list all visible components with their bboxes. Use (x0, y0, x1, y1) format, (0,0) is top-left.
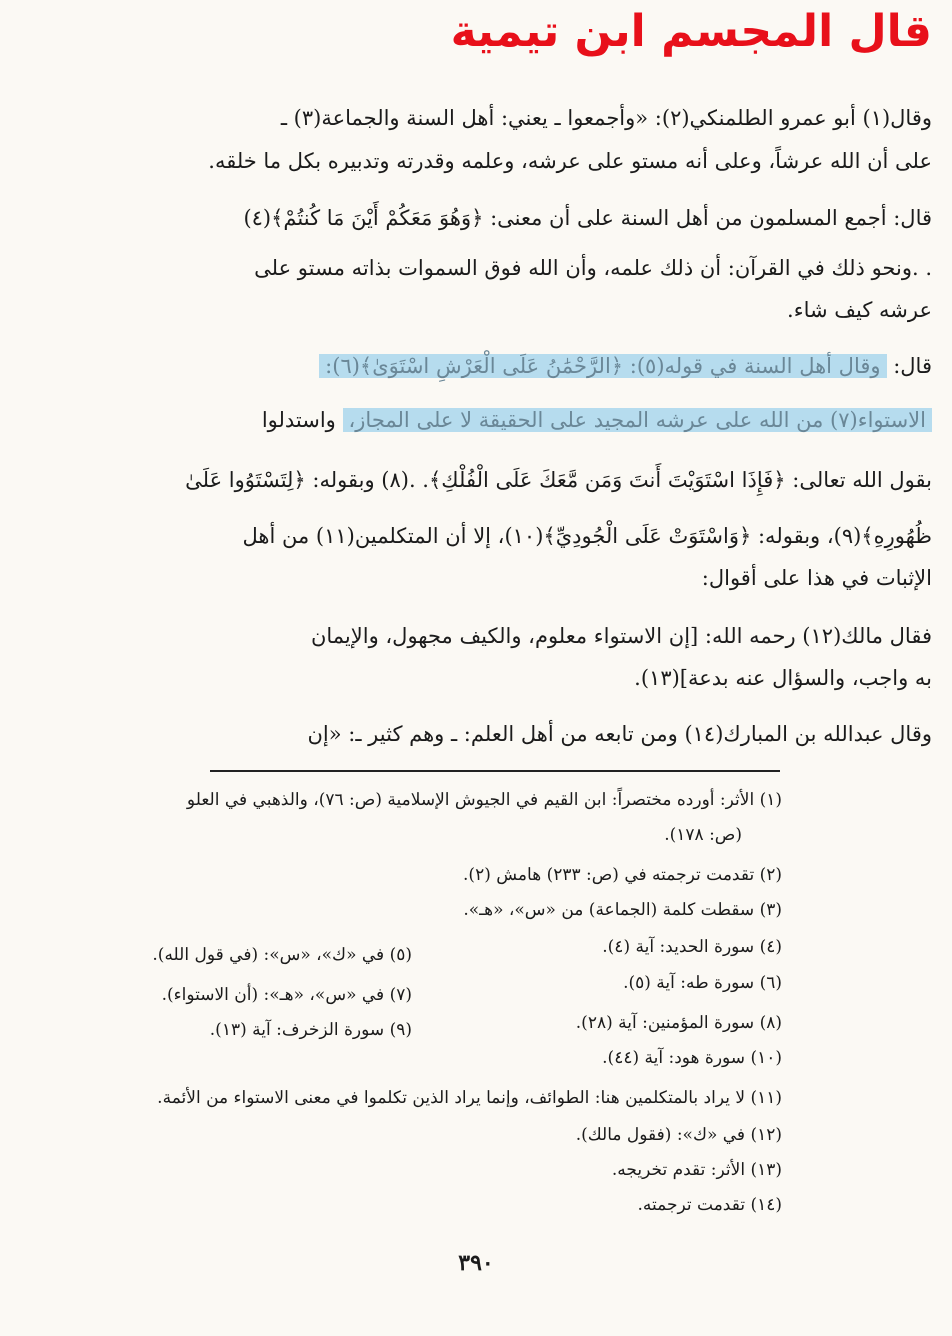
text-line: قال: أجمع المسلمون من أهل السنة على أن معنى: ﴿وَهُوَ مَعَكُمْ أَيْنَ مَا كُنتُمْ﴾(٤) (243, 206, 932, 230)
footnote: (ص: ١٧٨). (664, 825, 742, 845)
text-line: عرشه كيف شاء. (787, 298, 932, 322)
footnote: (١٠) سورة هود: آية (٤٤). (602, 1048, 782, 1068)
footnote: (٢) تقدمت ترجمته في (ص: ٢٣٣) هامش (٢). (463, 865, 782, 885)
footnote: (١) الأثر: أورده مختصراً: ابن القيم في الجيوش الإسلامية (ص: ٧٦)، والذهبي في العلو (186, 790, 782, 810)
footnote: (٨) سورة المؤمنين: آية (٢٨). (575, 1013, 782, 1033)
footnote: (١٣) الأثر: تقدم تخريجه. (611, 1160, 782, 1180)
footnote: (٦) سورة طه: آية (٥). (623, 973, 782, 993)
footnote: (٤) سورة الحديد: آية (٤). (602, 937, 782, 957)
highlighted-text: وقال أهل السنة في قوله(٥): ﴿الرَّحْمَٰنُ عَلَى الْعَرْشِ اسْتَوَىٰ﴾(٦): (319, 354, 886, 378)
text-line: الإثبات في هذا على أقوال: (701, 566, 932, 590)
text-line: . .ونحو ذلك في القرآن: أن ذلك علمه، وأن الله فوق السموات بذاته مستو على (254, 256, 932, 280)
highlighted-line (20, 402, 932, 438)
page-number: ٣٩٠ (458, 1250, 494, 1276)
footnote: (٥) في «ك»، «س»: (في قول الله). (152, 945, 412, 965)
highlighted-line (20, 348, 932, 384)
text-suffix: واستدلوا (261, 408, 336, 432)
text-line: به واجب، والسؤال عنه بدعة](١٣). (634, 666, 932, 690)
footnote: (٧) في «س»، «هـ»: (أن الاستواء). (161, 985, 412, 1005)
footnote: (٣) سقطت كلمة (الجماعة) من «س»، «هـ». (463, 900, 782, 920)
footnote: (١٢) في «ك»: (فقول مالك). (575, 1125, 782, 1145)
page-title: قال المجسم ابن تيمية (450, 6, 932, 57)
footnote: (١٤) تقدمت ترجمته. (637, 1195, 782, 1215)
footnote: (١١) لا يراد بالمتكلمين هنا: الطوائف، وإنما يراد الذين تكلموا في معنى الاستواء من الأئمة. (157, 1088, 782, 1108)
text-line: بقول الله تعالى: ﴿فَإِذَا اسْتَوَيْتَ أَنتَ وَمَن مَّعَكَ عَلَى الْفُلْكِ﴾. .(٨) وبقوله: ﴿لِتَسْتَوُوا عَلَىٰ (185, 468, 932, 492)
footnote: (٩) سورة الزخرف: آية (١٣). (209, 1020, 412, 1040)
highlighted-text: الاستواء(٧) من الله على عرشه المجيد على الحقيقة لا على المجاز، (343, 408, 932, 432)
footnote-separator (210, 770, 780, 772)
text-line: وقال عبدالله بن المبارك(١٤) ومن تابعه من أهل العلم: ـ وهم كثير ـ: «إن (307, 722, 932, 746)
text-prefix: قال: (893, 354, 932, 378)
text-line: وقال(١) أبو عمرو الطلمنكي(٢): «وأجمعوا ـ يعني: أهل السنة والجماعة(٣) ـ (280, 106, 932, 130)
text-line: فقال مالك(١٢) رحمه الله: [إن الاستواء معلوم، والكيف مجهول، والإيمان (310, 624, 932, 648)
text-line: ظُهُورِهِ﴾(٩)، وبقوله: ﴿وَاسْتَوَتْ عَلَى الْجُودِيِّ﴾(١٠)، إلا أن المتكلمين(١١) من أهل (242, 524, 932, 548)
text-line: على أن الله عرشاً، وعلى أنه مستو على عرشه، وعلمه وقدرته وتدبيره بكل ما خلقه. (208, 149, 932, 173)
